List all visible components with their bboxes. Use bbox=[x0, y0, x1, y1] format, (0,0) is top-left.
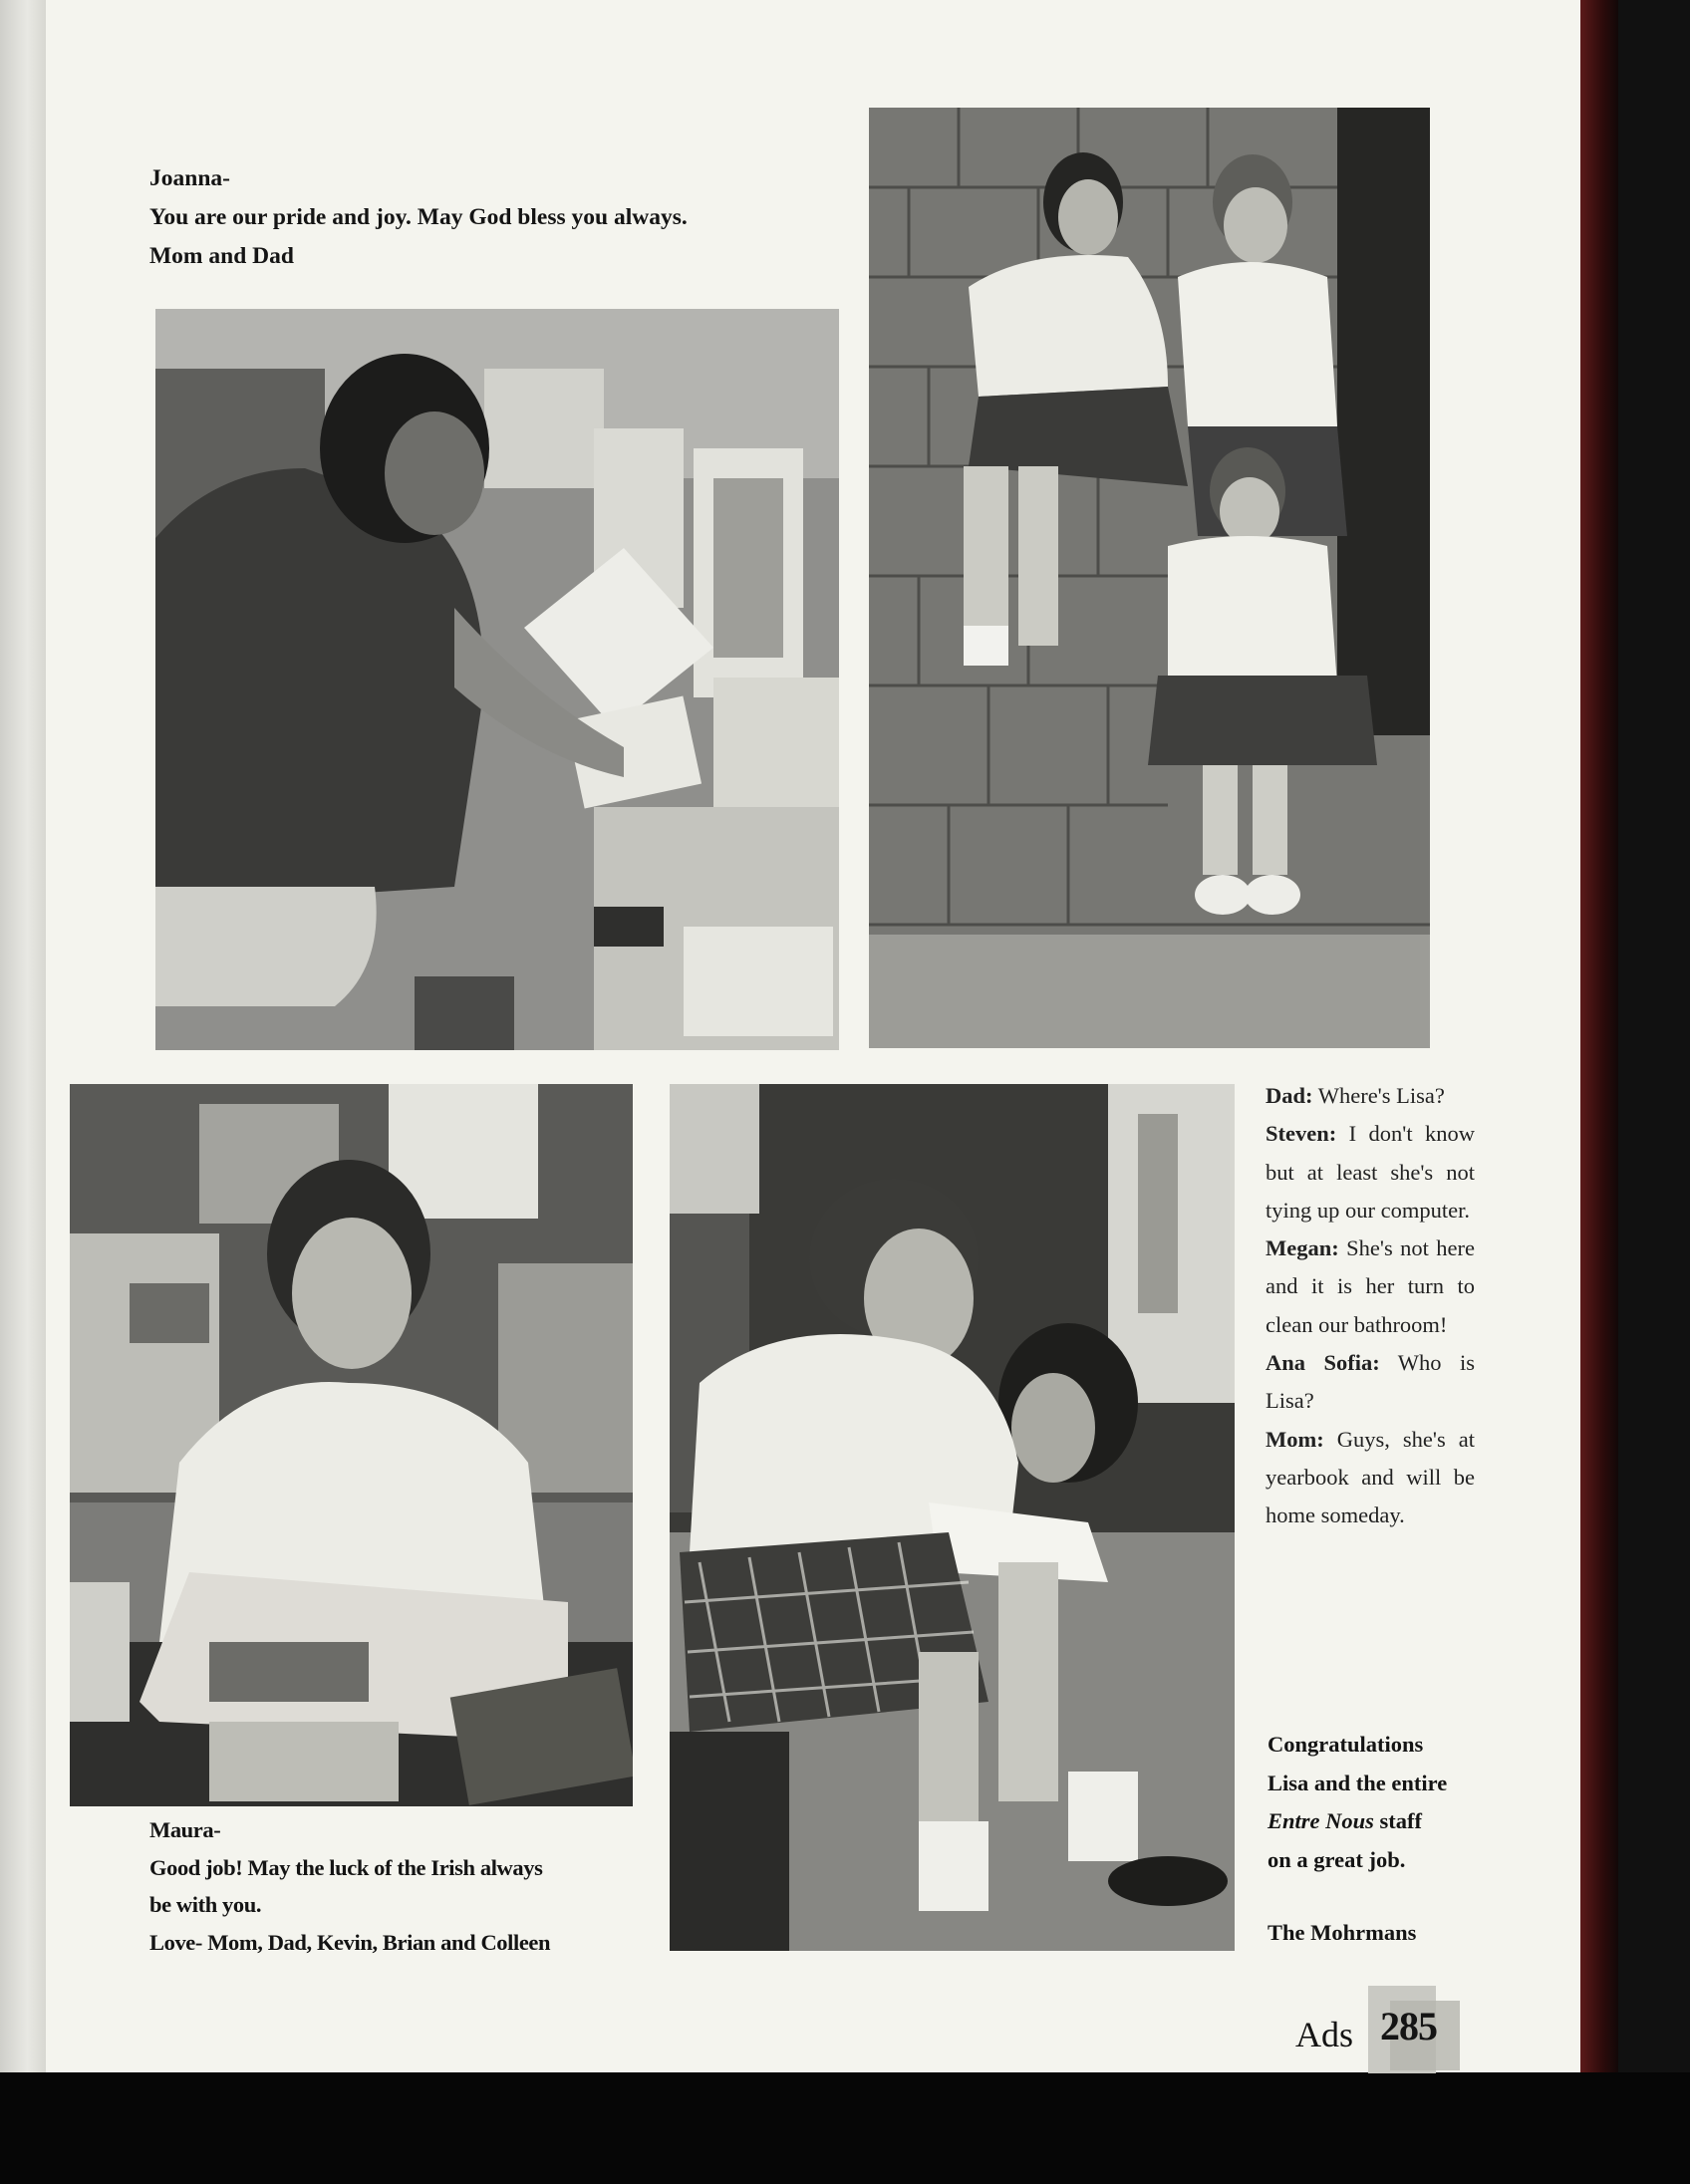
binding-right-edge bbox=[1580, 0, 1618, 2072]
dialogue-line bbox=[1266, 1421, 1475, 1535]
maura-ad-name: Maura- bbox=[149, 1817, 221, 1842]
photo-maura-at-table bbox=[70, 1084, 633, 1806]
dialogue-text: I don't know but at least she's not tying up our computer. bbox=[1266, 1121, 1476, 1223]
page-number: 285 bbox=[1380, 2004, 1437, 2048]
maura-ad-line2: be with you. bbox=[149, 1892, 262, 1917]
dialogue-line bbox=[1266, 1344, 1475, 1421]
dialogue-text: Where's Lisa? bbox=[1317, 1083, 1445, 1108]
maura-ad-text bbox=[149, 1811, 648, 1961]
yearbook-name: Entre Nous bbox=[1268, 1808, 1374, 1833]
joanna-ad-message: You are our pride and joy. May God bless you always. bbox=[149, 204, 688, 230]
joanna-ad-text bbox=[149, 159, 847, 276]
maura-ad-signature: Love- Mom, Dad, Kevin, Brian and Colleen bbox=[149, 1929, 551, 1955]
binding-left-page-edge bbox=[0, 0, 48, 2072]
dialogue-line bbox=[1266, 1229, 1475, 1344]
lisa-ad-dialogue bbox=[1266, 1077, 1475, 1535]
lisa-ad-congrats bbox=[1268, 1726, 1482, 1879]
joanna-ad-signature: Mom and Dad bbox=[149, 243, 294, 269]
dialogue-text: She's not here and it is her turn to clean our bathroom! bbox=[1266, 1235, 1476, 1337]
lisa-ad-signoff: The Mohrmans bbox=[1268, 1920, 1417, 1945]
dialogue-speaker: Megan: bbox=[1266, 1235, 1339, 1261]
dialogue-speaker: Ana Sofia: bbox=[1266, 1350, 1380, 1376]
congrats-line1: Congratulations bbox=[1268, 1732, 1424, 1757]
dialogue-text: Guys, she's at yearbook and will be home someday. bbox=[1266, 1426, 1475, 1528]
photo-two-girls-working bbox=[670, 1084, 1235, 1951]
dialogue-speaker: Dad: bbox=[1266, 1083, 1313, 1108]
congrats-line4: on a great job. bbox=[1268, 1846, 1406, 1872]
photo-girl-at-computer bbox=[155, 309, 839, 1050]
dialogue-speaker: Steven: bbox=[1266, 1121, 1337, 1147]
congrats-line2: Lisa and the entire bbox=[1268, 1770, 1448, 1795]
joanna-ad-name: Joanna- bbox=[149, 165, 230, 191]
folio-section: Ads bbox=[1295, 2015, 1354, 2054]
dialogue-line bbox=[1266, 1115, 1475, 1229]
maura-ad-line1: Good job! May the luck of the Irish always bbox=[149, 1854, 543, 1880]
congrats-staff-suffix: staff bbox=[1379, 1808, 1423, 1833]
photo-three-girls-stone-wall bbox=[869, 108, 1430, 1048]
dialogue-text: Who is Lisa? bbox=[1266, 1350, 1476, 1414]
scanner-bed-bottom bbox=[0, 2072, 1690, 2184]
dialogue-line bbox=[1266, 1077, 1475, 1115]
dialogue-speaker: Mom: bbox=[1266, 1426, 1324, 1452]
congrats-line3 bbox=[1268, 1802, 1482, 1841]
